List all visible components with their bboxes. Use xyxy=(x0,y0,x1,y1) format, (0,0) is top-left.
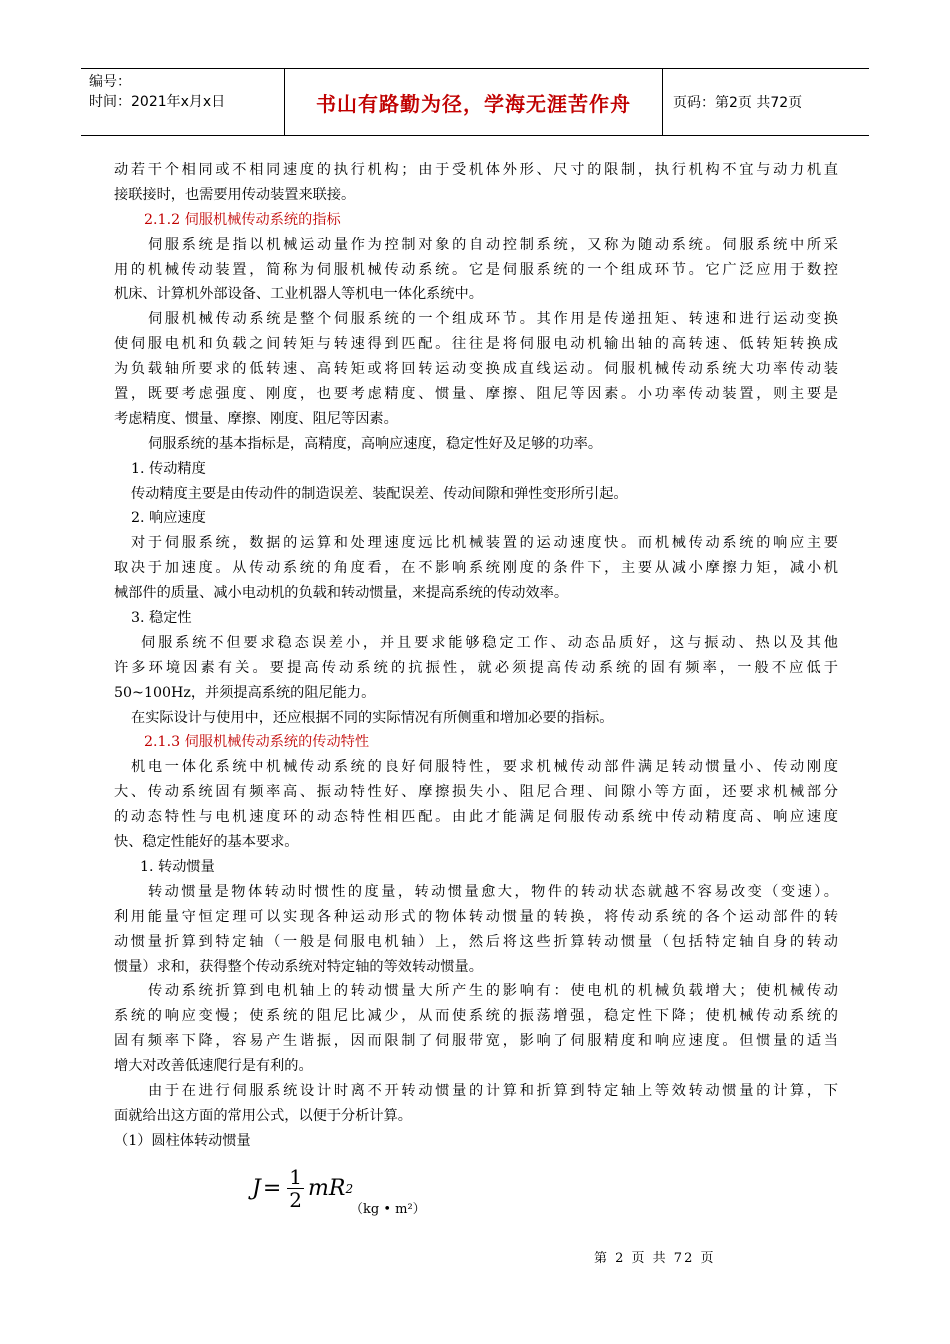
body-line: 1. 转动惯量 xyxy=(140,858,215,875)
body-line: 动惯量折算到特定轴（一般是伺服电机轴）上，然后将这些折算转动惯量（包括特定轴自身的转动 xyxy=(114,933,838,950)
body-line: 机床、计算机外部设备、工业机器人等机电一体化系统中。 xyxy=(114,286,483,303)
formula-exponent: 2 xyxy=(345,1181,354,1196)
formula-rhs: mR xyxy=(308,1176,346,1201)
body-line: 械部件的质量、减小电动机的负载和转动惯量，来提高系统的传动效率。 xyxy=(114,585,569,602)
body-line: 面就给出这方面的常用公式，以便于分析计算。 xyxy=(114,1107,412,1124)
body-line: 传动精度主要是由传动件的制造误差、装配误差、传动间隙和弹性变形所引起。 xyxy=(131,485,628,502)
header-left-cell xyxy=(81,69,285,135)
body-line: 的动态特性与电机速度环的动态特性相匹配。由此才能满足伺服传动系统中传动精度高、响应速度 xyxy=(114,809,838,826)
header-motto: 书山有路勤为径，学海无涯苦作舟 xyxy=(316,91,631,116)
body-line: 伺服系统是指以机械运动量作为控制对象的自动控制系统，又称为随动系统。伺服系统中所采 xyxy=(148,236,838,253)
body-line: 动若干个相同或不相同速度的执行机构；由于受机体外形、尺寸的限制，执行机构不宜与动力机直 xyxy=(114,162,838,178)
body-line: 许多环境因素有关。要提高传动系统的抗振性，就必须提高传动系统的固有频率，一般不应低于 xyxy=(114,659,838,676)
body-line: 使伺服电机和负载之间转矩与转速得到匹配。往往是将伺服电动机输出轴的高转速、低转矩转换成 xyxy=(114,336,838,353)
section-heading: 2.1.2 伺服机械传动系统的指标 xyxy=(144,211,341,228)
formula-denominator: 2 xyxy=(289,1188,302,1212)
body-line: （1）圆柱体转动惯量 xyxy=(114,1132,251,1149)
body-line: 2. 响应速度 xyxy=(131,510,206,527)
body-line: 置，既要考虑强度、刚度，也要考虑精度、惯量、摩擦、阻尼等因素。小功率传动装置，则主要是 xyxy=(114,386,838,403)
body-line: 惯量）求和，获得整个传动系统对特定轴的等效转动惯量。 xyxy=(114,958,483,975)
body-line: 3. 稳定性 xyxy=(131,610,192,627)
body-line: 伺服系统的基本指标是，高精度，高响应速度，稳定性好及足够的功率。 xyxy=(148,435,603,452)
body-line: 50~100Hz，并须提高系统的阻尼能力。 xyxy=(114,684,376,701)
body-line: 伺服机械传动系统是整个伺服系统的一个组成环节。其作用是传递扭矩、转速和进行运动变换 xyxy=(148,311,838,328)
header-page-cell xyxy=(663,69,869,135)
body-line: 利用能量守恒定理可以实现各种运动形式的物体转动惯量的转换，将传动系统的各个运动部件的转 xyxy=(114,908,838,925)
body-line: 机电一体化系统中机械传动系统的良好伺服特性，要求机械传动部件满足转动惯量小、传动刚度 xyxy=(131,759,838,776)
body-line: 由于在进行伺服系统设计时离不开转动惯量的计算和折算到特定轴上等效转动惯量的计算，下 xyxy=(148,1082,838,1099)
document-number-label: 编号： xyxy=(89,74,131,90)
body-line: 大、传动系统固有频率高、振动特性好、摩擦损失小、阻尼合理、间隙小等方面，还要求机械部分 xyxy=(114,784,838,801)
body-line: 1. 传动精度 xyxy=(131,460,206,477)
body-line: 为负载轴所要求的低转速、高转矩或将回转运动变换成直线运动。伺服机械传动系统大功率传动装 xyxy=(114,361,838,378)
body-line: 对于伺服系统，数据的运算和处理速度远比机械装置的运动速度快。而机械传动系统的响应主要 xyxy=(131,535,838,552)
page-header xyxy=(81,68,869,136)
body-line: 接联接时，也需要用传动装置来联接。 xyxy=(114,186,356,203)
body-line: 系统的响应变慢；使系统的阻尼比减少，从而使系统的振荡增强，稳定性下降；使机械传动系统的 xyxy=(114,1008,838,1025)
formula-lhs: J xyxy=(252,1176,261,1201)
body-line: 取决于加速度。从传动系统的角度看，在不影响系统刚度的条件下，主要从减小摩擦力矩，减小机 xyxy=(114,560,838,577)
body-line: 考虑精度、惯量、摩擦、刚度、阻尼等因素。 xyxy=(114,410,398,427)
body-line: 伺服系统不但要求稳态误差小，并且要求能够稳定工作、动态品质好，这与振动、热以及其他 xyxy=(141,634,838,651)
formula-numerator: 1 xyxy=(289,1165,302,1189)
document-body xyxy=(114,158,838,1154)
formula-equals: = xyxy=(262,1176,282,1201)
body-line: 转动惯量是物体转动时惯性的度量，转动惯量愈大，物件的转动状态就越不容易改变（变速）。 xyxy=(148,883,838,900)
header-motto-cell xyxy=(285,69,663,135)
body-line: 传动系统折算到电机轴上的转动惯量大所产生的影响有：使电机的机械负载增大；使机械传动 xyxy=(148,983,838,1000)
document-time-label: 时间：2021年x月x日 xyxy=(89,94,226,110)
header-page-info: 页码：第2页 共72页 xyxy=(673,95,803,111)
formula-unit: （kg • m²） xyxy=(350,1202,426,1217)
body-line: 在实际设计与使用中，还应根据不同的实际情况有所侧重和增加必要的指标。 xyxy=(131,709,614,726)
body-line: 快、稳定性能好的基本要求。 xyxy=(114,834,299,851)
body-line: 固有频率下降，容易产生谐振，因而限制了伺服带宽，影响了伺服精度和响应速度。但惯量的适当 xyxy=(114,1033,838,1050)
page-footer: 第 2 页 共 72 页 xyxy=(594,1251,716,1266)
inertia-formula xyxy=(252,1166,353,1211)
formula-fraction xyxy=(287,1166,304,1211)
body-line: 用的机械传动装置，简称为伺服机械传动系统。它是伺服系统的一个组成环节。它广泛应用于数控 xyxy=(114,261,838,278)
section-heading: 2.1.3 伺服机械传动系统的传动特性 xyxy=(144,734,370,751)
body-line: 增大对改善低速爬行是有利的。 xyxy=(114,1058,313,1075)
